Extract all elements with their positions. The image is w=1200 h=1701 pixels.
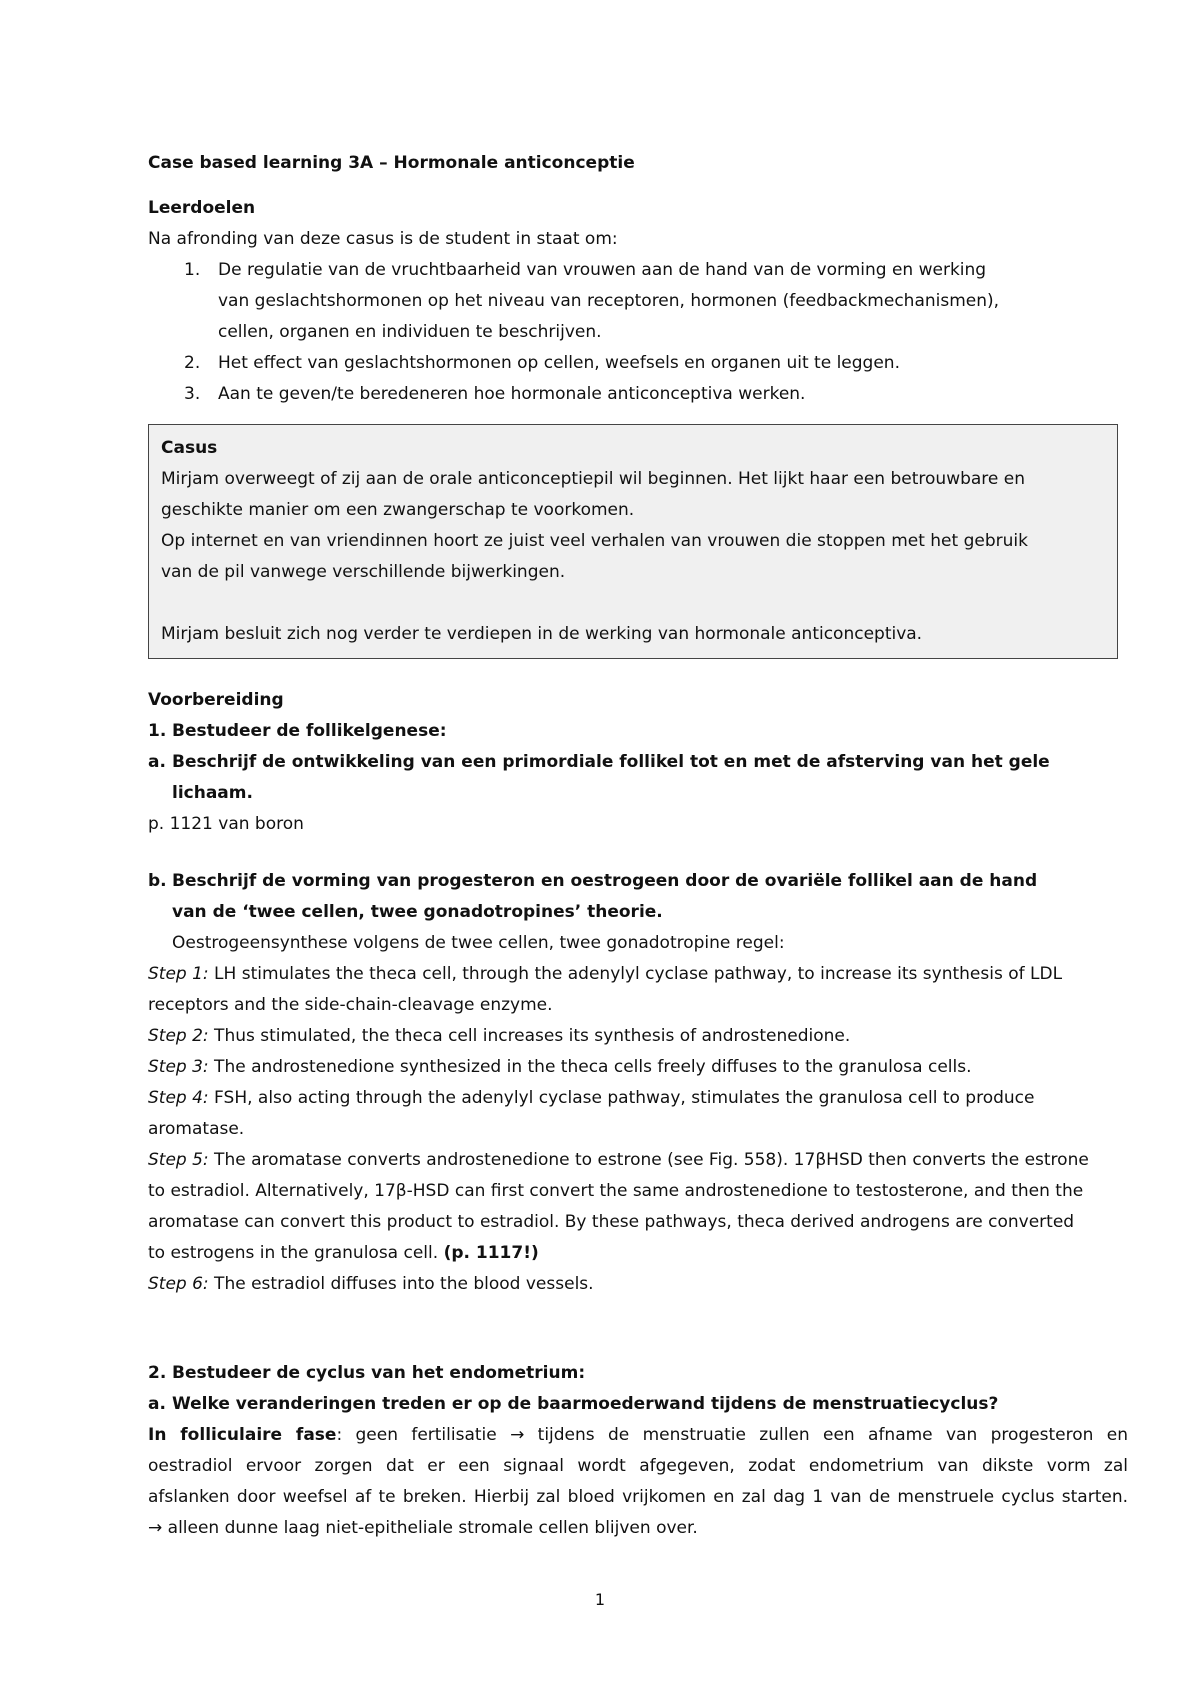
section-spacer xyxy=(148,1300,1128,1358)
step-1-cont: receptors and the side-chain-cleavage enzyme. xyxy=(148,995,553,1015)
list-item xyxy=(148,348,1128,379)
list-item-line: cellen, organen en individuen te beschrijven. xyxy=(218,322,602,342)
step-text: FSH, also acting through the adenylyl cyclase pathway, stimulates the granulosa cell to produce xyxy=(208,1088,1035,1108)
answer-1a: p. 1121 van boron xyxy=(148,814,304,834)
question-number: 2. xyxy=(148,1363,167,1383)
question-1 xyxy=(148,716,1128,747)
step-label: Step 1: xyxy=(148,964,209,984)
casus-line: geschikte manier om een zwangerschap te voorkomen. xyxy=(161,500,635,520)
answer-text: : geen fertilisatie → tijdens de menstruatie zullen een afname van progesteron en xyxy=(336,1425,1128,1445)
question-1b xyxy=(148,866,1128,928)
question-1a xyxy=(148,747,1128,809)
step-4-cont: aromatase. xyxy=(148,1119,245,1139)
casus-heading: Casus xyxy=(161,438,218,458)
step-text: The aromatase converts androstenedione to estrone (see Fig. 558). 17βHSD then converts the estrone xyxy=(208,1150,1089,1170)
question-letter: a. xyxy=(148,752,166,772)
question-text: Bestudeer de cyclus van het endometrium: xyxy=(172,1363,586,1383)
page-reference: (p. 1117!) xyxy=(443,1243,539,1263)
step-label: Step 5: xyxy=(148,1150,209,1170)
casus-box xyxy=(148,424,1118,659)
step-3 xyxy=(148,1052,1128,1083)
step-text: LH stimulates the theca cell, through the adenylyl cyclase pathway, to increase its synthesis of LDL xyxy=(208,964,1063,984)
casus-line: Op internet en van vriendinnen hoort ze juist veel verhalen van vrouwen die stoppen met het gebruik xyxy=(161,531,1028,551)
step-5-cont: to estradiol. Alternatively, 17β-HSD can first convert the same androstenedione to testosterone, and then the xyxy=(148,1181,1084,1201)
section-spacer xyxy=(148,840,1128,866)
question-line: van de ‘twee cellen, twee gonadotropines’ theorie. xyxy=(172,902,663,922)
question-line: Welke veranderingen treden er op de baarmoederwand tijdens de menstruatiecyclus? xyxy=(172,1394,999,1414)
document-title: Case based learning 3A – Hormonale anticonceptie xyxy=(148,153,635,173)
list-item-number: 1. xyxy=(184,260,201,280)
question-letter: a. xyxy=(148,1394,166,1414)
leerdoelen-heading: Leerdoelen xyxy=(148,198,256,218)
page-number: 1 xyxy=(594,1590,606,1609)
question-line: lichaam. xyxy=(172,783,253,803)
answer-2a-line: → alleen dunne laag niet-epitheliale stromale cellen blijven over. xyxy=(148,1518,698,1538)
step-4 xyxy=(148,1083,1128,1114)
casus-line: Mirjam overweegt of zij aan de orale anticonceptiepil wil beginnen. Het lijkt haar een betrouwbare en xyxy=(161,469,1026,489)
leerdoelen-intro: Na afronding van deze casus is de student in staat om: xyxy=(148,229,618,249)
answer-2a-line xyxy=(148,1420,1128,1451)
question-2 xyxy=(148,1358,1128,1389)
answer-1b-intro: Oestrogeensynthese volgens de twee cellen, twee gonadotropine regel: xyxy=(172,933,785,953)
step-label: Step 2: xyxy=(148,1026,209,1046)
question-line: Beschrijf de vorming van progesteron en oestrogeen door de ovariële follikel aan de hand xyxy=(172,871,1038,891)
step-text: Thus stimulated, the theca cell increases its synthesis of androstenedione. xyxy=(208,1026,851,1046)
step-2 xyxy=(148,1021,1128,1052)
list-item-line: van geslachtshormonen op het niveau van receptoren, hormonen (feedbackmechanismen), xyxy=(218,291,1000,311)
step-1 xyxy=(148,959,1128,990)
list-item-line: Het effect van geslachtshormonen op cellen, weefsels en organen uit te leggen. xyxy=(218,353,900,373)
step-label: Step 4: xyxy=(148,1088,209,1108)
question-text: Bestudeer de follikelgenese: xyxy=(172,721,447,741)
answer-lead: In folliculaire fase xyxy=(148,1425,337,1445)
voorbereiding-heading: Voorbereiding xyxy=(148,690,284,710)
step-5-cont: aromatase can convert this product to estradiol. By these pathways, theca derived androgens are converted xyxy=(148,1212,1075,1232)
casus-spacer xyxy=(161,588,1103,619)
casus-closing: Mirjam besluit zich nog verder te verdiepen in de werking van hormonale anticonceptiva. xyxy=(161,624,923,644)
answer-2a-line: oestradiol ervoor zorgen dat er een signaal wordt afgegeven, zodat endometrium van dikste vorm zal xyxy=(148,1456,1128,1476)
list-item xyxy=(148,255,1128,348)
question-line: Beschrijf de ontwikkeling van een primordiale follikel tot en met de afsterving van het gele xyxy=(172,752,1050,772)
step-label: Step 3: xyxy=(148,1057,209,1077)
step-label: Step 6: xyxy=(148,1274,209,1294)
step-5 xyxy=(148,1145,1128,1176)
casus-line: van de pil vanwege verschillende bijwerkingen. xyxy=(161,562,566,582)
question-number: 1. xyxy=(148,721,167,741)
question-letter: b. xyxy=(148,871,167,891)
list-item-number: 3. xyxy=(184,384,201,404)
step-5-cont xyxy=(148,1238,1128,1269)
list-item xyxy=(148,379,1128,410)
section-spacer xyxy=(148,659,1128,685)
step-text: The androstenedione synthesized in the theca cells freely diffuses to the granulosa cells. xyxy=(208,1057,972,1077)
leerdoelen-list xyxy=(148,255,1128,410)
answer-2a-line: afslanken door weefsel af te breken. Hierbij zal bloed vrijkomen en zal dag 1 van de menstruele cyclus starten. xyxy=(148,1487,1128,1507)
question-2a xyxy=(148,1389,1128,1420)
list-item-line: De regulatie van de vruchtbaarheid van vrouwen aan de hand van de vorming en werking xyxy=(218,260,987,280)
step-text: to estrogens in the granulosa cell. xyxy=(148,1243,444,1263)
list-item-number: 2. xyxy=(184,353,201,373)
step-text: The estradiol diffuses into the blood vessels. xyxy=(208,1274,594,1294)
step-6 xyxy=(148,1269,1128,1300)
list-item-line: Aan te geven/te beredeneren hoe hormonale anticonceptiva werken. xyxy=(218,384,806,404)
